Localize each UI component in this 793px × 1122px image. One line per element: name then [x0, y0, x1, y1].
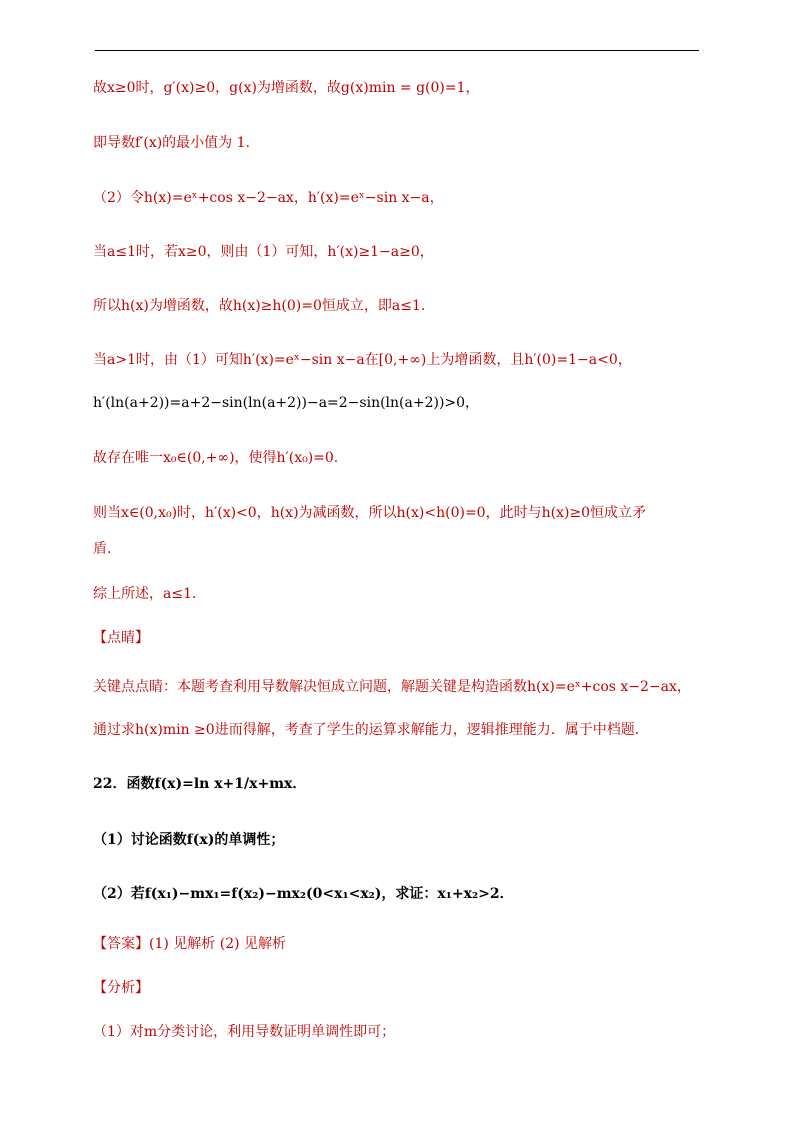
- analysis-line-1: （1）对m分类讨论，利用导数证明单调性即可；: [93, 1024, 396, 1040]
- section-dianjing: 【点睛】: [93, 630, 149, 646]
- line-7: h′(ln(a+2))=a+2−sin(ln(a+2))−a=2−sin(ln(a+2))>0，: [93, 395, 480, 411]
- line-9: 则当x∈(0,x₀)时，h′(x)<0，h(x)为减函数，所以h(x)<h(0)=0，此时与h(x)≥0恒成立矛: [93, 505, 647, 521]
- header-rule: [95, 50, 699, 51]
- question-22-part-2: （2）若f(x₁)−mx₁=f(x₂)−mx₂(0<x₁<x₂)，求证：x₁+x₂>2．: [93, 886, 514, 902]
- line-5: 所以h(x)为增函数，故h(x)≥h(0)=0恒成立，即a≤1．: [93, 298, 435, 314]
- line-4: 当a≤1时，若x≥0，则由（1）可知，h′(x)≥1−a≥0，: [93, 244, 434, 260]
- line-10: 盾．: [93, 541, 121, 557]
- line-13: 关键点点睛：本题考查利用导数解决恒成立问题，解题关键是构造函数h(x)=eˣ+cos x−2−ax，: [93, 679, 691, 695]
- line-3: （2）令h(x)=eˣ+cos x−2−ax，h′(x)=eˣ−sin x−a，: [93, 190, 444, 206]
- question-22-part-1: （1）讨论函数f(x)的单调性；: [93, 832, 285, 848]
- line-14: 通过求h(x)min ≥0进而得解，考查了学生的运算求解能力，逻辑推理能力．属于中档题．: [93, 722, 649, 738]
- line-8: 故存在唯一x₀∈(0,+∞)，使得h′(x₀)=0．: [93, 450, 348, 466]
- line-11: 综上所述，a≤1．: [93, 586, 206, 602]
- line-2: 即导数f′(x)的最小值为 1.: [93, 135, 250, 151]
- section-fenxi: 【分析】: [93, 980, 149, 996]
- line-6: 当a>1时，由（1）可知h′(x)=eˣ−sin x−a在[0,+∞)上为增函数，且h′(0)=1−a<0，: [93, 352, 632, 368]
- question-22: 22．函数f(x)=ln x+1/x+mx．: [93, 776, 307, 792]
- line-1: 故x≥0时，g′(x)≥0，g(x)为增函数，故g(x)min = g(0)=1，: [93, 80, 480, 96]
- answer-line: 【答案】(1) 见解析 (2) 见解析: [93, 936, 287, 952]
